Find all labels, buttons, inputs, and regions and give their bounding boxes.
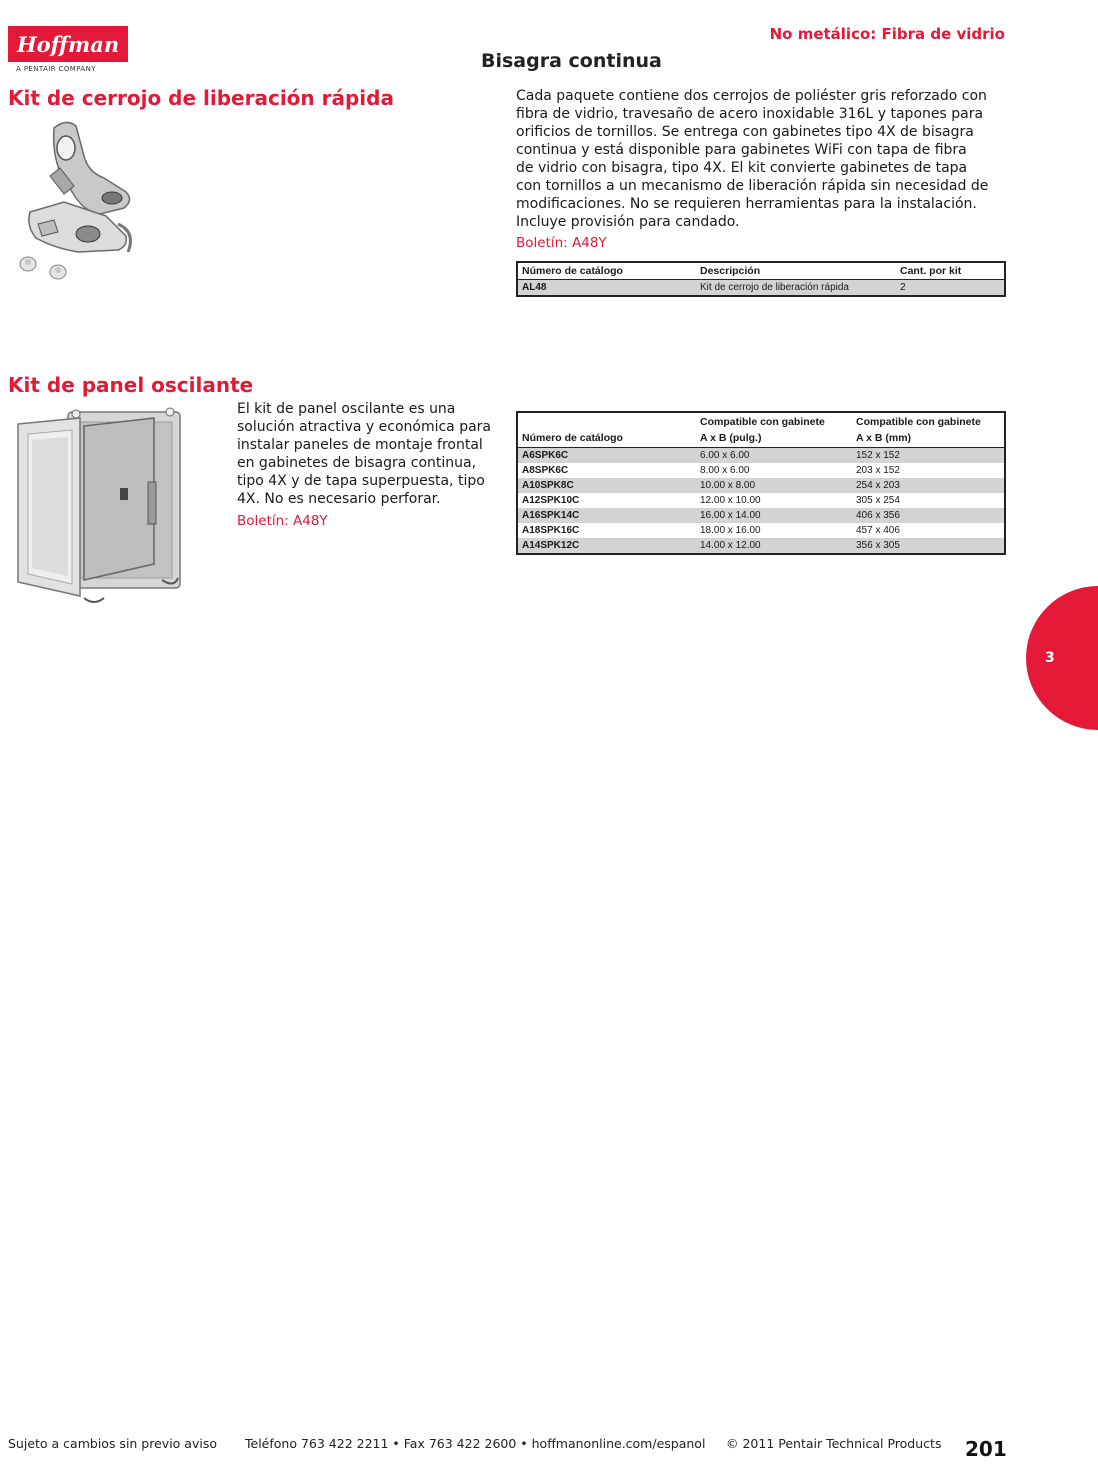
column-header-line: Compatible con gabinete [700,416,825,428]
size-mm: 305 x 254 [856,495,900,506]
footer-copyright: © 2011 Pentair Technical Products [726,1436,942,1451]
table-row [517,478,1005,493]
swing-panel-description [237,400,491,508]
hoffman-logo [8,26,128,62]
latch-kit-bulletin: Boletín: A48Y [516,235,607,251]
catalog-number: A10SPK8C [522,480,574,491]
table-row [517,280,1005,297]
page-number: 201 [965,1437,1007,1461]
description-line: tipo 4X y de tapa superpuesta, tipo [237,473,485,489]
description-line: continua y está disponible para gabinetes WiFi con tapa de fibra [516,142,967,158]
description-cell: Kit de cerrojo de liberación rápida [700,282,849,293]
size-inches: 16.00 x 14.00 [700,510,761,521]
size-inches: 14.00 x 12.00 [700,540,761,551]
description-line: Cada paquete contiene dos cerrojos de poliéster gris reforzado con [516,88,987,104]
size-mm: 203 x 152 [856,465,900,476]
table-header-row [517,412,1005,448]
logo-subtitle: A PENTAIR COMPANY [16,65,96,73]
catalog-number: A14SPK12C [522,540,580,551]
section-tab [1026,586,1098,730]
size-inches: 18.00 x 16.00 [700,525,761,536]
catalog-number: A8SPK6C [522,465,569,476]
description-line: orificios de tornillos. Se entrega con gabinetes tipo 4X de bisagra [516,124,974,140]
table-row [517,523,1005,538]
quantity-cell: 2 [900,282,906,293]
latch-kit-title: Kit de cerrojo de liberación rápida [8,86,394,110]
swing-panel-image [14,404,190,606]
size-inches: 6.00 x 6.00 [700,450,750,461]
size-inches: 12.00 x 10.00 [700,495,761,506]
plug-icon [50,265,66,279]
table-row [517,538,1005,554]
description-line: de vidrio con bisagra, tipo 4X. El kit convierte gabinetes de tapa [516,160,968,176]
column-header: Cant. por kit [896,262,1005,280]
size-inches: 8.00 x 6.00 [700,465,750,476]
column-header [852,412,1005,448]
column-header [696,412,852,448]
size-mm: 356 x 305 [856,540,900,551]
description-line: Incluye provisión para candado. [516,214,740,230]
catalog-number: A6SPK6C [522,450,569,461]
column-header-line: Compatible con gabinete [856,416,981,428]
column-header: Descripción [696,262,896,280]
latch-kit-image [14,116,154,284]
description-line: instalar paneles de montaje frontal [237,437,483,453]
column-header: Número de catálogo [522,432,623,444]
catalog-number: A18SPK16C [522,525,580,536]
table-row [517,508,1005,523]
size-mm: 406 x 356 [856,510,900,521]
catalog-number: A12SPK10C [522,495,580,506]
description-line: con tornillos a un mecanismo de liberación rápida sin necesidad de [516,178,989,194]
size-mm: 254 x 203 [856,480,900,491]
size-mm: 457 x 406 [856,525,900,536]
column-header-line: A x B (mm) [856,432,912,444]
logo-wordmark: Hoffman [16,32,120,57]
description-line: en gabinetes de bisagra continua, [237,455,477,471]
category-label: No metálico: Fibra de vidrio [769,25,1005,43]
description-line: modificaciones. No se requieren herramientas para la instalación. [516,196,977,212]
table-row [517,448,1005,464]
description-line: solución atractiva y económica para [237,419,491,435]
plug-icon [20,257,36,271]
page-heading: Bisagra continua [481,50,662,72]
table-row [517,493,1005,508]
latch-kit-table [516,261,1006,297]
size-inches: 10.00 x 8.00 [700,480,756,491]
section-tab-number: 3 [1045,650,1055,666]
description-line: 4X. No es necesario perforar. [237,491,441,507]
catalog-number: AL48 [522,282,547,293]
description-line: fibra de vidrio, travesaño de acero inoxidable 316L y tapones para [516,106,984,122]
column-header-line: A x B (pulg.) [700,432,762,444]
swing-panel-title: Kit de panel oscilante [8,373,254,397]
footer-contact: Teléfono 763 422 2211 • Fax 763 422 2600 • hoffmanonline.com/espanol [245,1436,706,1451]
footer-notice: Sujeto a cambios sin previo aviso [8,1436,217,1451]
table-header-row [517,262,1005,280]
swing-panel-bulletin: Boletín: A48Y [237,513,328,529]
catalog-number: A16SPK14C [522,510,580,521]
description-line: El kit de panel oscilante es una [237,401,456,417]
latch-kit-description [516,87,988,231]
table-row [517,463,1005,478]
column-header: Número de catálogo [517,262,696,280]
size-mm: 152 x 152 [856,450,900,461]
swing-panel-table [516,411,1006,555]
